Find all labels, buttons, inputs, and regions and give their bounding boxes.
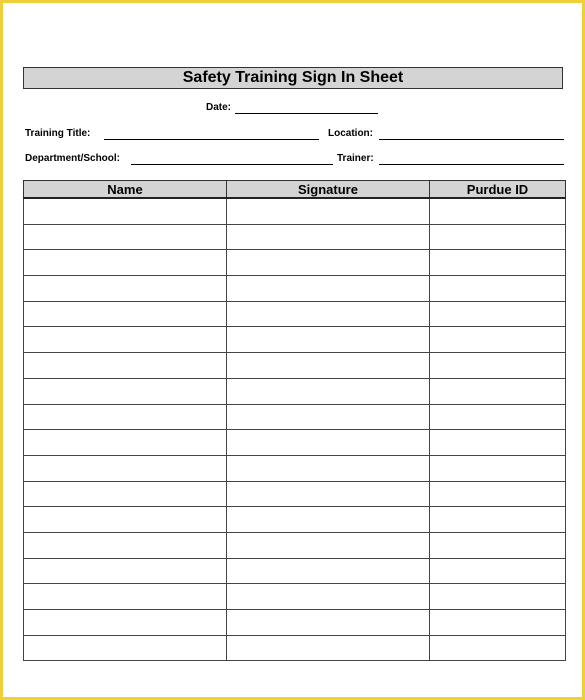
- training-title-label: Training Title:: [25, 128, 91, 139]
- table-row: [24, 378, 566, 404]
- name-cell[interactable]: [24, 455, 227, 481]
- signature-cell[interactable]: [227, 430, 430, 456]
- signature-cell[interactable]: [227, 584, 430, 610]
- date-label: Date:: [206, 102, 232, 113]
- signature-cell[interactable]: [227, 224, 430, 250]
- name-cell[interactable]: [24, 610, 227, 636]
- purdue-id-cell[interactable]: [430, 301, 566, 327]
- department-field-line[interactable]: [131, 164, 333, 165]
- signature-cell[interactable]: [227, 507, 430, 533]
- table-row: [24, 610, 566, 636]
- table-row: [24, 276, 566, 302]
- table-row: [24, 404, 566, 430]
- name-cell[interactable]: [24, 481, 227, 507]
- name-cell[interactable]: [24, 276, 227, 302]
- purdue-id-cell[interactable]: [430, 610, 566, 636]
- name-cell[interactable]: [24, 301, 227, 327]
- column-header-name: Name: [24, 181, 227, 199]
- title-bar: [23, 67, 563, 89]
- table-header-row: [24, 181, 566, 199]
- column-header-purdue-id: Purdue ID: [430, 181, 566, 199]
- sheet-title: Safety Training Sign In Sheet: [182, 69, 404, 86]
- signature-cell[interactable]: [227, 198, 430, 224]
- purdue-id-cell[interactable]: [430, 250, 566, 276]
- purdue-id-cell[interactable]: [430, 507, 566, 533]
- purdue-id-cell[interactable]: [430, 224, 566, 250]
- signature-cell[interactable]: [227, 455, 430, 481]
- purdue-id-cell[interactable]: [430, 584, 566, 610]
- signature-cell[interactable]: [227, 481, 430, 507]
- name-cell[interactable]: [24, 404, 227, 430]
- department-label: Department/School:: [25, 153, 121, 164]
- table-row: [24, 353, 566, 379]
- location-field-line[interactable]: [379, 139, 564, 140]
- signature-cell[interactable]: [227, 276, 430, 302]
- table-row: [24, 198, 566, 224]
- table-row: [24, 584, 566, 610]
- name-cell[interactable]: [24, 250, 227, 276]
- name-cell[interactable]: [24, 224, 227, 250]
- signature-cell[interactable]: [227, 301, 430, 327]
- table-row: [24, 455, 566, 481]
- table-row: [24, 635, 566, 661]
- signature-cell[interactable]: [227, 532, 430, 558]
- table-row: [24, 481, 566, 507]
- name-cell[interactable]: [24, 558, 227, 584]
- table-row: [24, 327, 566, 353]
- purdue-id-cell[interactable]: [430, 276, 566, 302]
- table-row: [24, 558, 566, 584]
- signature-cell[interactable]: [227, 378, 430, 404]
- name-cell[interactable]: [24, 378, 227, 404]
- name-cell[interactable]: [24, 430, 227, 456]
- purdue-id-cell[interactable]: [430, 404, 566, 430]
- name-cell[interactable]: [24, 584, 227, 610]
- table-row: [24, 301, 566, 327]
- name-cell[interactable]: [24, 353, 227, 379]
- table-row: [24, 532, 566, 558]
- table-row: [24, 250, 566, 276]
- date-field-line[interactable]: [235, 113, 378, 114]
- signature-cell[interactable]: [227, 635, 430, 661]
- signature-cell[interactable]: [227, 353, 430, 379]
- purdue-id-cell[interactable]: [430, 635, 566, 661]
- purdue-id-cell[interactable]: [430, 558, 566, 584]
- purdue-id-cell[interactable]: [430, 198, 566, 224]
- table-row: [24, 224, 566, 250]
- name-cell[interactable]: [24, 327, 227, 353]
- purdue-id-cell[interactable]: [430, 353, 566, 379]
- column-header-signature: Signature: [227, 181, 430, 199]
- purdue-id-cell[interactable]: [430, 455, 566, 481]
- purdue-id-cell[interactable]: [430, 481, 566, 507]
- signature-cell[interactable]: [227, 250, 430, 276]
- trainer-label: Trainer:: [337, 153, 374, 164]
- signature-cell[interactable]: [227, 558, 430, 584]
- location-label: Location:: [328, 128, 373, 139]
- name-cell[interactable]: [24, 635, 227, 661]
- table-row: [24, 430, 566, 456]
- trainer-field-line[interactable]: [379, 164, 564, 165]
- sign-in-table: [23, 180, 566, 661]
- purdue-id-cell[interactable]: [430, 532, 566, 558]
- purdue-id-cell[interactable]: [430, 430, 566, 456]
- signature-cell[interactable]: [227, 404, 430, 430]
- name-cell[interactable]: [24, 198, 227, 224]
- name-cell[interactable]: [24, 532, 227, 558]
- training-title-field-line[interactable]: [104, 139, 319, 140]
- sign-in-sheet: [3, 3, 582, 697]
- table-body: [24, 198, 566, 661]
- signature-cell[interactable]: [227, 610, 430, 636]
- signature-cell[interactable]: [227, 327, 430, 353]
- purdue-id-cell[interactable]: [430, 378, 566, 404]
- table-row: [24, 507, 566, 533]
- purdue-id-cell[interactable]: [430, 327, 566, 353]
- name-cell[interactable]: [24, 507, 227, 533]
